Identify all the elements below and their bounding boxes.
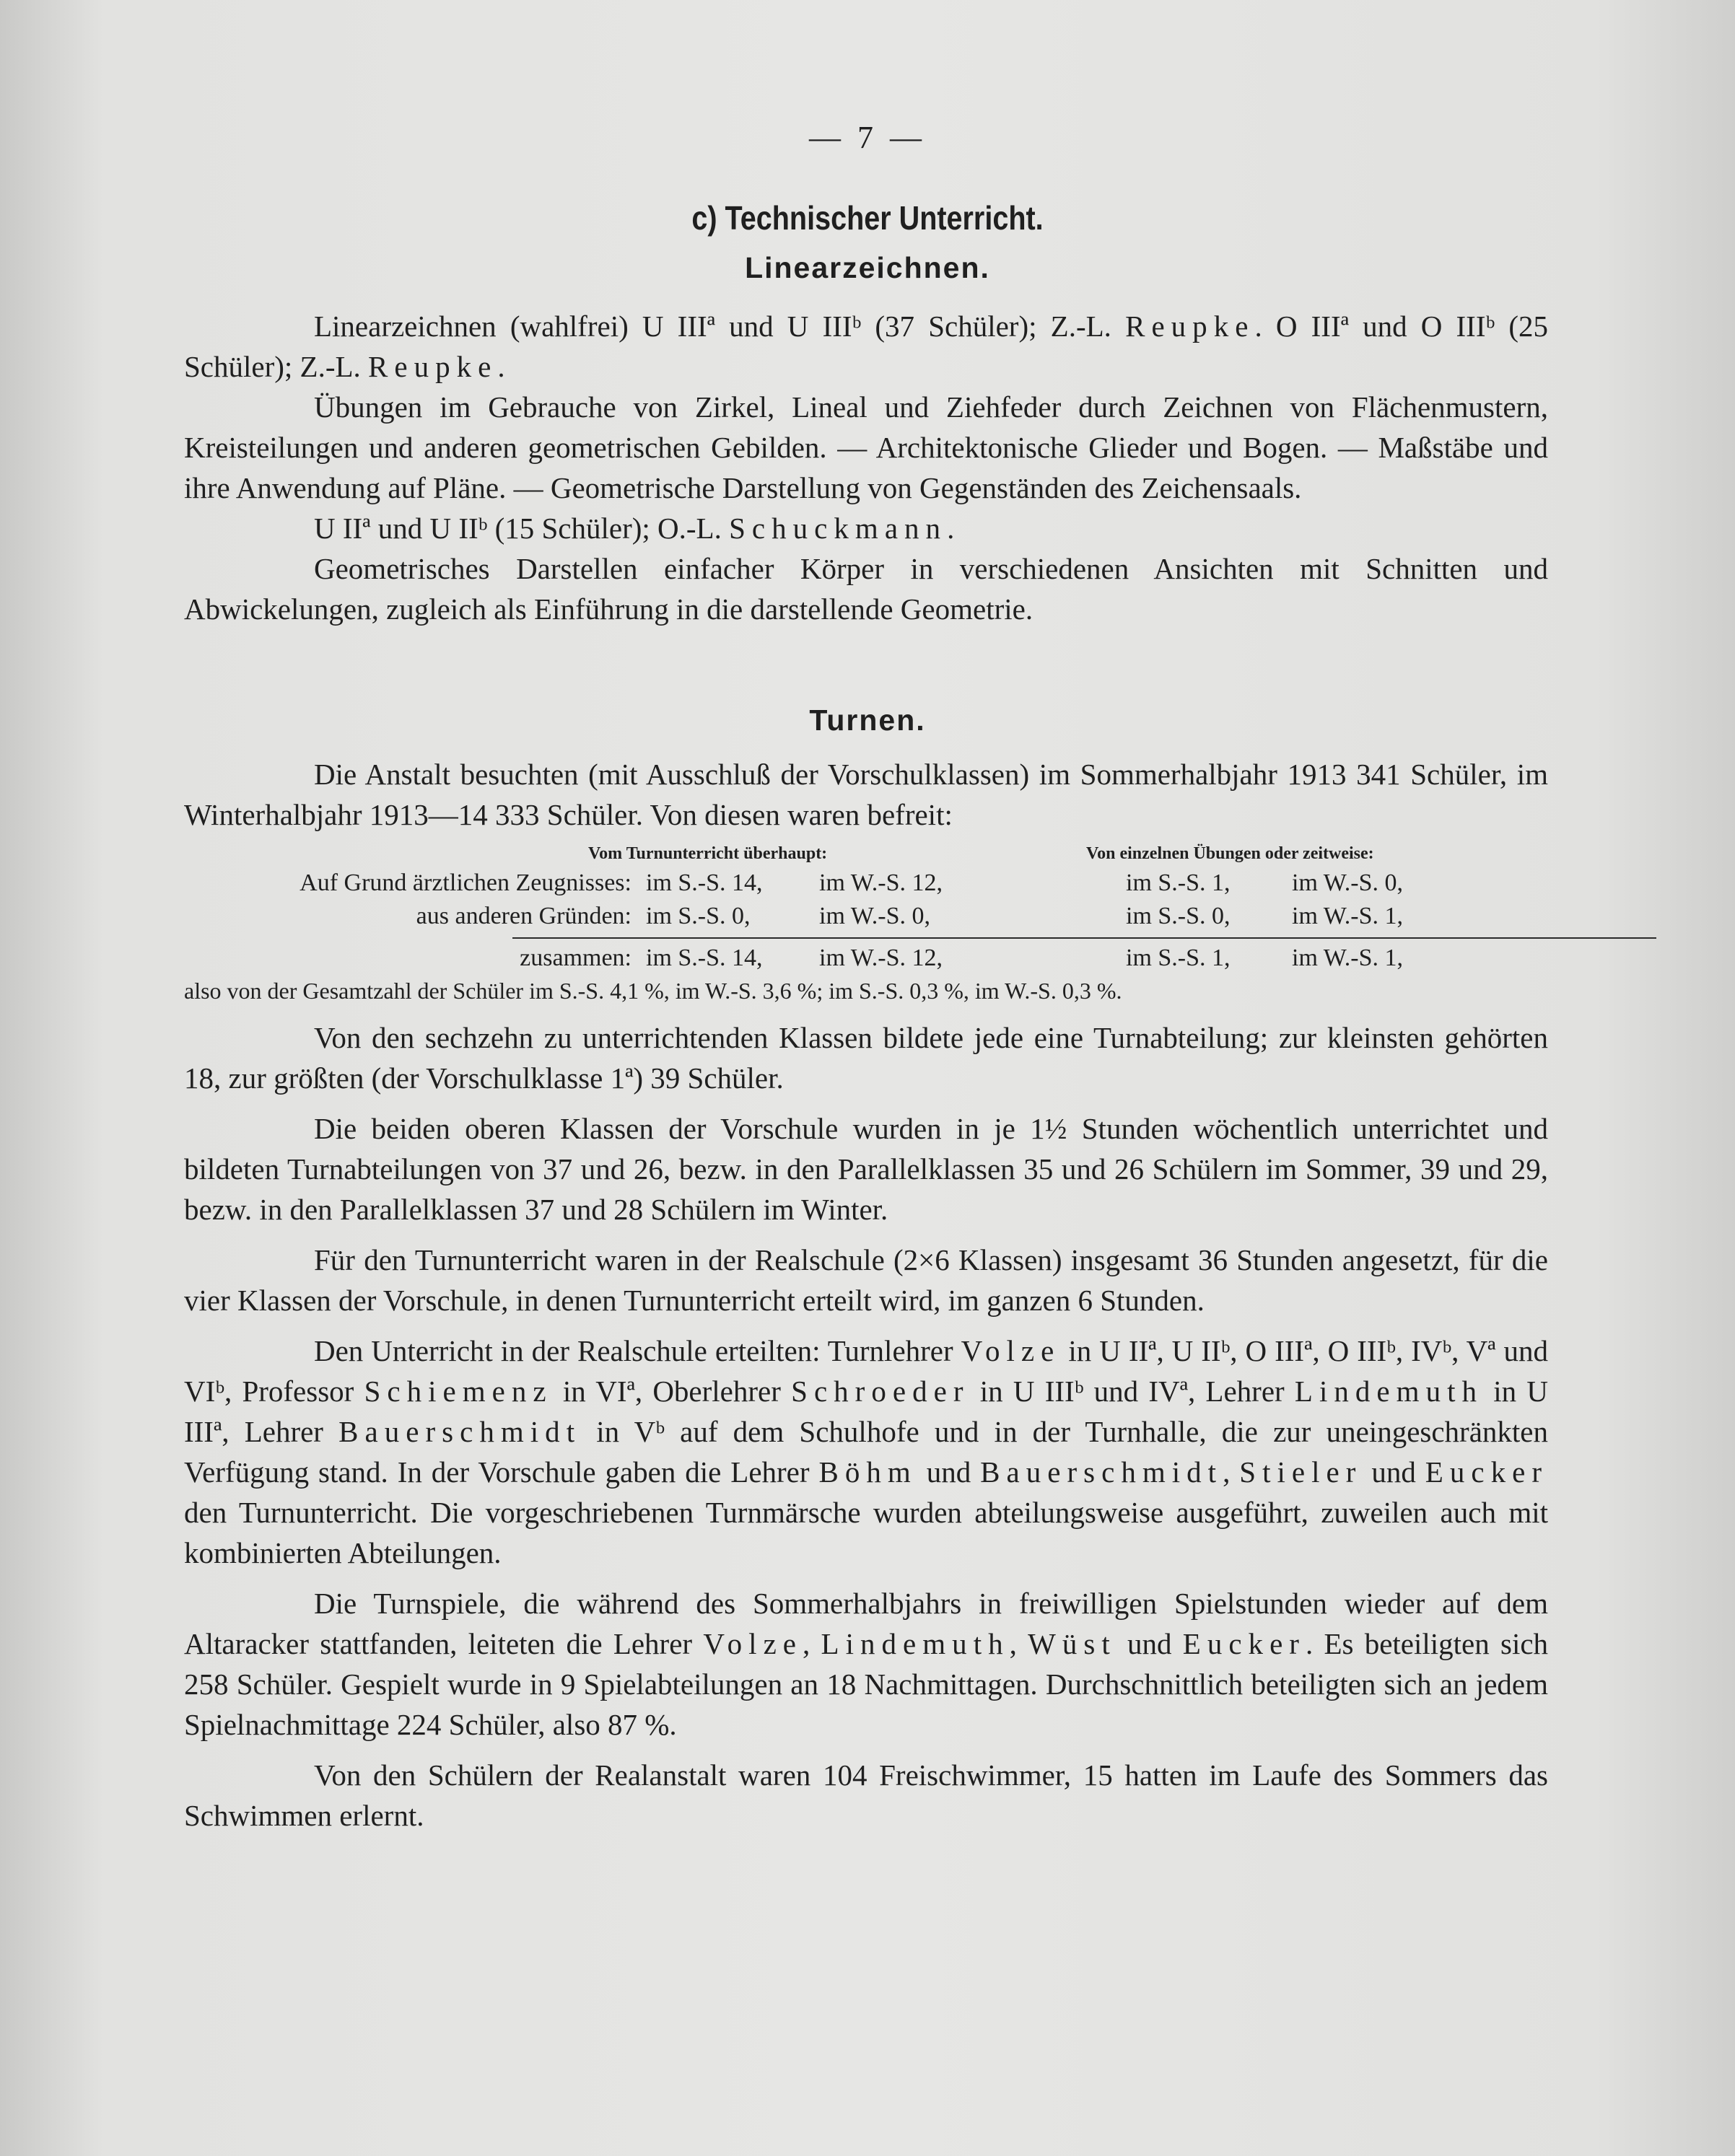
heading-turnen: Turnen.	[809, 704, 926, 737]
col-header-partial: Von einzelnen Übungen oder zeitweise:	[1086, 844, 1374, 863]
section-title: c) Technischer Unterricht.	[691, 199, 1044, 237]
paragraph-klassen: Von den sechzehn zu unterrichtenden Klassen bildete jede eine Turnabteilung; zur kleinsten gehörten 18, zur größten (der Vorschulklasse 1ª) 39 Schüler.	[184, 1021, 1548, 1095]
paragraph-schwimmen: Von den Schülern der Realanstalt waren 104 Freischwimmer, 15 hatten im Laufe des Sommers das Schwimmen erlernt.	[184, 1758, 1548, 1832]
turnen-body	[184, 1017, 1548, 1836]
table-row: aus anderen Gründen: im S.-S. 0, im W.-S. 0, im S.-S. 0, im W.-S. 1,	[416, 903, 1403, 929]
sum-rule	[512, 937, 1656, 939]
paragraph-linearzeichnen-content: Übungen im Gebrauche von Zirkel, Lineal und Ziehfeder durch Zeichnen von Flächenmustern, Kreisteilungen und anderen geometrischen Gebilden. — Architektonische Glieder und Bogen. — Maßstäbe und ihre Anwendung auf Pläne. — Geometrische Darstellung von Gegenständen des Zeichensaals.	[184, 390, 1548, 504]
exemption-table-header	[184, 844, 1548, 873]
table-row: zusammen: im S.-S. 14, im W.-S. 12, im S.-S. 1, im W.-S. 1,	[520, 945, 1403, 971]
paragraph-vorschule: Die beiden oberen Klassen der Vorschule wurden in je 1½ Stunden wöchentlich unterrichtet und bildeten Turnabteilungen von 37 und 26, bezw. in den Parallelklassen 35 und 26 Schülern im Sommer, 39 und 29, bezw. in den Parallelklassen 37 und 28 Schülern im Winter.	[184, 1112, 1548, 1226]
teacher-name: Schuckmann	[729, 512, 948, 545]
paragraph-linearzeichnen-upper: U IIª und U IIᵇ (15 Schüler); O.-L. Schuckmann.	[314, 512, 955, 545]
paragraph-linearzeichnen-geometry: Geometrisches Darstellen einfacher Körper in verschiedenen Ansichten mit Schnitten und Abwickelungen, zugleich als Einführung in die darstellende Geometrie.	[184, 552, 1548, 626]
col-header-overall: Vom Turnunterricht überhaupt:	[588, 844, 828, 863]
teacher-name: Reupke	[1125, 310, 1255, 343]
turnen-intro	[184, 754, 1548, 835]
paragraph-stunden: Für den Turnunterricht waren in der Realschule (2×6 Klassen) insgesamt 36 Stunden angesetzt, für die vier Klassen der Vorschule, in denen Turnunterricht erteilt wird, im ganzen 6 Stunden.	[184, 1243, 1548, 1317]
page-number: — 7 —	[809, 120, 926, 155]
paragraph-turnen-intro: Die Anstalt besuchten (mit Ausschluß der Vorschulklassen) im Sommerhalbjahr 1913 341 Schüler, im Winterhalbjahr 1913—14 333 Schüler. Von diesen waren befreit:	[184, 758, 1548, 831]
heading-linearzeichnen: Linearzeichnen.	[745, 251, 990, 284]
paragraph-spiele: Die Turnspiele, die während des Sommerhalbjahrs in freiwilligen Spielstunden wieder auf dem Altaracker stattfanden, leiteten die Lehrer Volze, Lindemuth, Wüst und Eucker. Es beteiligten sich 258 Schüler. Gespielt wurde in 9 Spielabteilungen an 18 Nachmittagen. Durchschnittlich beteiligten sich an jedem Spielnachmittage 224 Schüler, also 87 %.	[184, 1587, 1549, 1741]
paragraph-lehrer: Den Unterricht in der Realschule erteilten: Turnlehrer Volze in U IIª, U IIᵇ, O IIIª, O IIIᵇ, IVᵇ, Vª und VIᵇ, Professor Schiemenz in VIª, Oberlehrer Schroeder in U IIIᵇ und IVª, Lehrer Lindemuth in U IIIª, Lehrer Bauerschmidt in Vᵇ auf dem Schulhofe und in der Turnhalle, die zur uneingeschränkten Verfügung stand. In der Vorschule gaben die Lehrer Böhm und Bauerschmidt, Stieler und Eucker den Turnunterricht. Die vorgeschriebenen Turnmärsche wurden abteilungsweise ausgeführt, zuweilen auch mit kombinierten Abteilungen.	[184, 1334, 1549, 1569]
teacher-name: Reupke	[368, 350, 498, 383]
table-row: Auf Grund ärztlichen Zeugnisses: im S.-S. 14, im W.-S. 12, im S.-S. 1, im W.-S. 0,	[300, 869, 1403, 896]
linearzeichnen-body	[184, 306, 1548, 629]
exemption-summary: also von der Gesamtzahl der Schüler im S.-S. 4,1 %, im W.-S. 3,6 %; im S.-S. 0,3 %, im W.-S. 0,3 %.	[184, 978, 1122, 1004]
paragraph-linearzeichnen-classes: Linearzeichnen (wahlfrei) U IIIª und U IIIᵇ (37 Schüler); Z.-L. Reupke. O IIIª und O IIIᵇ (25 Schüler); Z.-L. Reupke.	[184, 310, 1549, 383]
